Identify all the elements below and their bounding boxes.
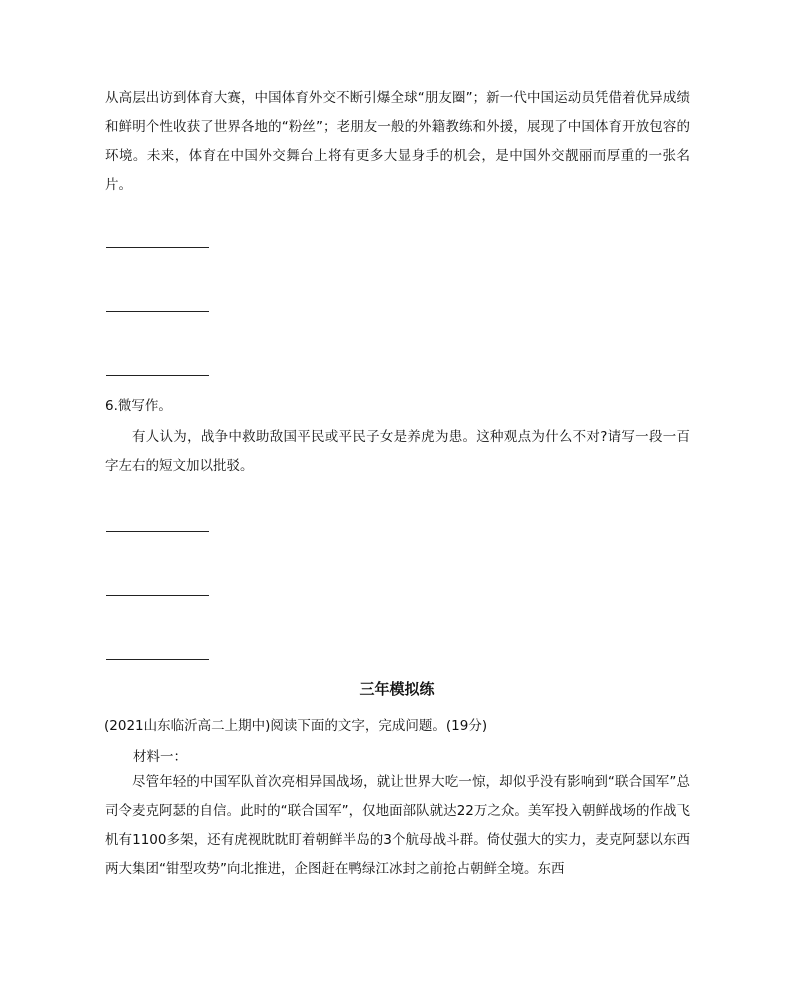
answer-line: [106, 375, 209, 376]
material-paragraph: 尽管年轻的中国军队首次亮相异国战场，就让世界大吃一惊，却似乎没有影响到“联合国军”总司令麦克阿瑟的自信。此时的“联合国军”，仅地面部队就达22万之众。美军投入朝鲜战场的作战飞机有1100多架，还有虎视眈眈盯着朝鲜半岛的3个航母战斗群。倚仗强大的实力，麦克阿瑟以东西两大集团“钳型攻势”向北推进，企图赶在鸭绿江冰封之前抢占朝鲜全境。东西: [105, 774, 690, 877]
question-6-prompt: 有人认为，战争中救助敌国平民或平民子女是养虎为患。这种观点为什么不对?请写一段一百字左右的短文加以批驳。: [105, 429, 690, 474]
source-line: (2021山东临沂高二上期中)阅读下面的文字，完成问题。(19分): [104, 718, 488, 734]
answer-line: [106, 595, 209, 596]
answer-line: [106, 247, 209, 248]
answer-line: [106, 311, 209, 312]
passage-paragraph: 从高层出访到体育大赛，中国体育外交不断引爆全球“朋友圈”；新一代中国运动员凭借着优异成绩和鲜明个性收获了世界各地的“粉丝”；老朋友一般的外籍教练和外援，展现了中国体育开放包容的环境。未来，体育在中国外交舞台上将有更多大显身手的机会，是中国外交靓丽而厚重的一张名片。: [105, 90, 690, 193]
section-title: 三年模拟练: [359, 680, 435, 698]
answer-line: [106, 531, 209, 532]
answer-line: [106, 659, 209, 660]
question-6-label: 6.微写作。: [105, 398, 172, 414]
material-label: 材料一：: [133, 749, 187, 765]
